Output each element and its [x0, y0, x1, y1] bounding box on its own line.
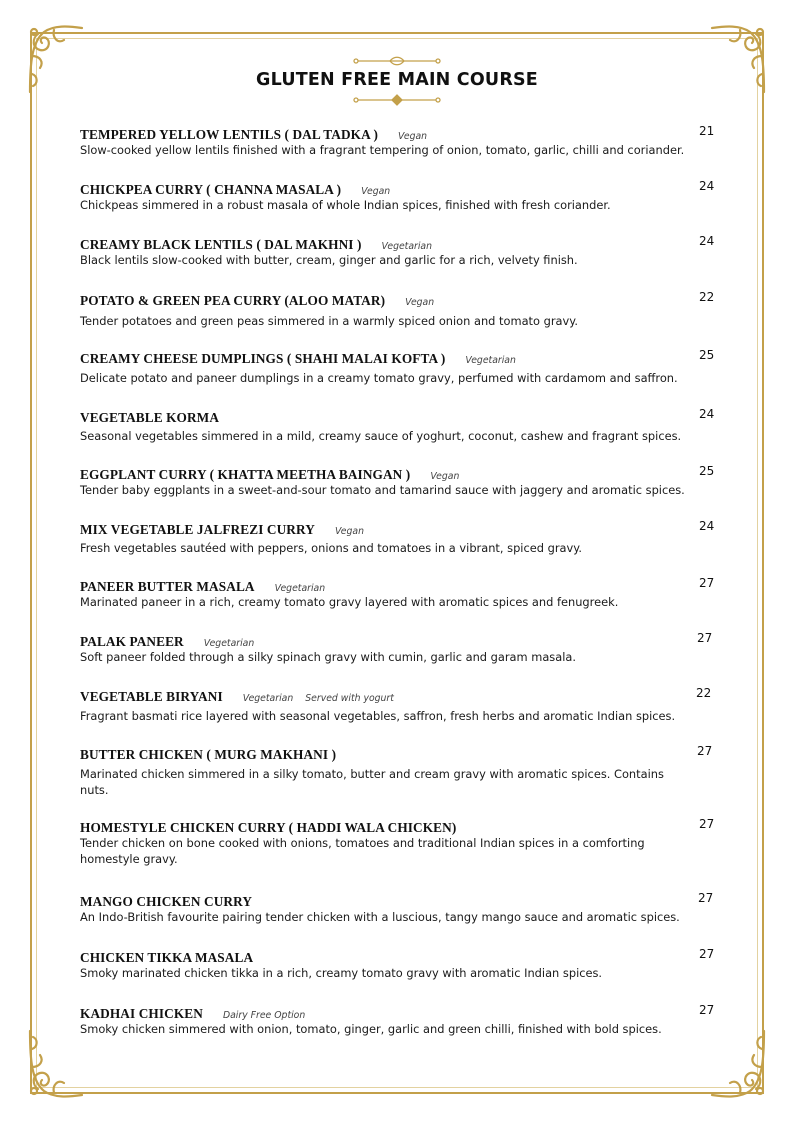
item-tag: Vegan [334, 526, 364, 537]
menu-item [80, 179, 720, 214]
item-price: 24 [699, 234, 715, 248]
item-name: KADHAI CHICKEN [80, 1006, 203, 1021]
menu-item [80, 947, 720, 982]
item-tag: Vegan [405, 297, 435, 308]
menu-item [80, 290, 720, 330]
item-name: EGGPLANT CURRY ( KHATTA MEETHA BAINGAN ) [80, 467, 411, 482]
item-price: 27 [699, 576, 715, 590]
item-description: Fresh vegetables sautéed with peppers, onions and tomatoes in a vibrant, spiced gravy. [80, 541, 582, 555]
item-tag: Served with yogurt [305, 693, 394, 704]
menu-item [80, 407, 720, 445]
item-price: 27 [699, 947, 715, 961]
item-name: CHICKPEA CURRY ( CHANNA MASALA ) [80, 182, 342, 197]
item-name: CREAMY BLACK LENTILS ( DAL MAKHNI ) [80, 237, 362, 252]
item-name: HOMESTYLE CHICKEN CURRY ( HADDI WALA CHICKEN) [80, 820, 457, 835]
page-title: GLUTEN FREE MAIN COURSE [256, 70, 538, 90]
item-price: 27 [697, 744, 713, 758]
item-tag: Vegan [430, 471, 460, 482]
menu-item [80, 576, 720, 611]
menu-item [80, 891, 720, 926]
item-description: Slow-cooked yellow lentils finished with a fragrant tempering of onion, tomato, garlic, chilli and coriander. [80, 143, 685, 157]
item-description: Smoky marinated chicken tikka in a rich, creamy tomato gravy with aromatic Indian spices. [80, 966, 603, 980]
menu-item [80, 817, 720, 867]
menu-item [80, 234, 720, 269]
item-price: 22 [696, 686, 712, 700]
item-description: Tender baby eggplants in a sweet-and-sour tomato and tamarind sauce with jaggery and aromatic spices. [80, 483, 685, 497]
item-description: Marinated chicken simmered in a silky tomato, butter and cream gravy with aromatic spices. Contains nuts. [80, 767, 664, 797]
title-ornament-icon [352, 94, 442, 106]
item-description: An Indo-British favourite pairing tender chicken with a luscious, tangy mango sauce and aromatic spices. [80, 910, 680, 924]
menu-item [80, 464, 720, 499]
item-tag: Dairy Free Option [222, 1010, 306, 1021]
item-name: PALAK PANEER [80, 634, 184, 649]
item-price: 27 [698, 891, 714, 905]
item-description: Seasonal vegetables simmered in a mild, creamy sauce of yoghurt, coconut, cashew and fragrant spices. [80, 429, 682, 443]
item-tag: Vegetarian [242, 693, 294, 704]
menu-item [80, 631, 720, 666]
item-description: Fragrant basmati rice layered with seasonal vegetables, saffron, fresh herbs and aromatic Indian spices. [80, 709, 676, 723]
item-tag: Vegan [398, 131, 428, 142]
menu-item [80, 686, 720, 725]
item-description: Tender chicken on bone cooked with onions, tomatoes and traditional Indian spices in a comforting homestyle gravy. [80, 836, 645, 866]
item-name: POTATO & GREEN PEA CURRY (ALOO MATAR) [80, 293, 386, 308]
item-price: 25 [699, 464, 715, 478]
item-description: Smoky chicken simmered with onion, tomato, ginger, garlic and green chilli, finished with bold spices. [80, 1022, 662, 1036]
item-tag: Vegetarian [274, 583, 326, 594]
item-description: Tender potatoes and green peas simmered in a warmly spiced onion and tomato gravy. [80, 314, 578, 328]
corner-flourish-icon [24, 1025, 88, 1101]
item-tag: Vegan [361, 186, 391, 197]
item-name: CHICKEN TIKKA MASALA [80, 950, 254, 965]
item-name: MANGO CHICKEN CURRY [80, 894, 253, 909]
item-name: CREAMY CHEESE DUMPLINGS ( SHAHI MALAI KOFTA ) [80, 351, 446, 366]
item-price: 21 [699, 124, 715, 138]
item-name: MIX VEGETABLE JALFREZI CURRY [80, 522, 315, 537]
item-name: TEMPERED YELLOW LENTILS ( DAL TADKA ) [80, 127, 379, 142]
menu-item [80, 348, 720, 387]
item-price: 24 [699, 519, 715, 533]
item-name: VEGETABLE BIRYANI [80, 689, 223, 704]
item-price: 25 [699, 348, 715, 362]
item-price: 24 [699, 179, 715, 193]
item-tag: Vegetarian [465, 355, 516, 366]
item-description: Delicate potato and paneer dumplings in a creamy tomato gravy, perfumed with cardamom and saffron. [80, 371, 678, 385]
item-description: Marinated paneer in a rich, creamy tomato gravy layered with aromatic spices and fenugreek. [80, 595, 619, 609]
title-ornament-icon [352, 55, 442, 67]
item-price: 27 [699, 817, 715, 831]
item-price: 27 [697, 631, 713, 645]
item-description: Chickpeas simmered in a robust masala of whole Indian spices, finished with fresh coriander. [80, 198, 611, 212]
menu-item [80, 124, 720, 159]
item-description: Black lentils slow-cooked with butter, cream, ginger and garlic for a rich, velvety finish. [80, 253, 578, 267]
item-price: 24 [699, 407, 715, 421]
item-price: 27 [699, 1003, 715, 1017]
menu-item [80, 744, 720, 798]
item-price: 22 [699, 290, 715, 304]
item-tag: Vegetarian [381, 241, 433, 252]
item-name: VEGETABLE KORMA [80, 410, 220, 425]
menu-item [80, 1003, 720, 1038]
item-name: PANEER BUTTER MASALA [80, 579, 255, 594]
menu-item [80, 519, 720, 557]
item-description: Soft paneer folded through a silky spinach gravy with cumin, garlic and garam masala. [80, 650, 576, 664]
item-name: BUTTER CHICKEN ( MURG MAKHANI ) [80, 747, 337, 762]
item-tag: Vegetarian [203, 638, 255, 649]
